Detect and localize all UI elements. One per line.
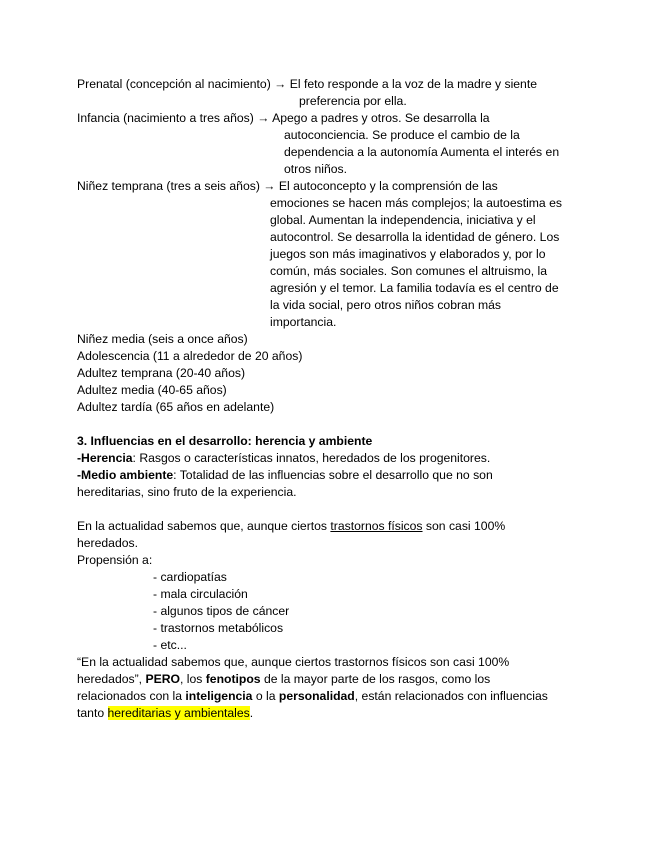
stage-desc: importancia. [270, 315, 337, 329]
text-run: , los [179, 672, 206, 686]
stage-adultez-media: Adultez media (40-65 años) [77, 383, 227, 397]
definition-text: hereditarias, sino fruto de la experiencia. [77, 485, 297, 499]
highlighted-text: hereditarias y ambientales [107, 706, 250, 720]
quote-line: “En la actualidad sabemos que, aunque ciertos trastornos físicos son casi 100% [77, 655, 510, 669]
stage-desc: autoconciencia. Se produce el cambio de la [284, 128, 520, 142]
quote-line [77, 688, 548, 705]
stage-desc: agresión y el temor. La familia todavía es el centro de [270, 281, 559, 295]
stage-desc: dependencia a la autonomía Aumenta el interés en [284, 145, 560, 159]
stage-label: Infancia (nacimiento a tres años) → [77, 111, 270, 125]
definition-text: : Rasgos o características innatos, heredados de los progenitores. [132, 451, 491, 465]
list-item: - etc... [153, 638, 187, 652]
text-run: heredados”, [77, 672, 146, 686]
text-run: tanto [77, 706, 108, 720]
term: -Herencia [77, 451, 133, 465]
definition-text: : Totalidad de las influencias sobre el desarrollo que no son [173, 468, 493, 482]
bold-text: PERO [145, 672, 180, 686]
stage-ninez-media: Niñez media (seis a once años) [77, 332, 248, 346]
list-item: - algunos tipos de cáncer [153, 604, 290, 618]
stage-ninez-temprana-row [77, 178, 498, 195]
bold-text: fenotipos [205, 672, 261, 686]
list-item: - trastornos metabólicos [153, 621, 284, 635]
stage-desc: El feto responde a la voz de la madre y siente [289, 77, 537, 91]
stage-desc: otros niños. [284, 162, 348, 176]
bold-text: inteligencia [185, 689, 253, 703]
stage-desc: emociones se hacen más complejos; la autoestima es [270, 196, 562, 210]
text-run: En la actualidad sabemos que, aunque ciertos [77, 519, 331, 533]
text-run: son casi 100% [422, 519, 506, 533]
paragraph-line: heredados. [77, 536, 138, 550]
stage-desc: preferencia por ella. [299, 94, 407, 108]
stage-desc: juegos son más imaginativos y elaborados y, por lo [270, 247, 546, 261]
quote-line [77, 705, 253, 722]
propension-label: Propensión a: [77, 553, 153, 567]
quote-line [77, 671, 490, 688]
text-run: , están relacionados con influencias [354, 689, 548, 703]
term: -Medio ambiente [77, 468, 174, 482]
text-run: de la mayor parte de los rasgos, como los [260, 672, 491, 686]
stage-adultez-temprana: Adultez temprana (20-40 años) [77, 366, 246, 380]
stage-desc: la vida social, pero otros niños cobran más [270, 298, 502, 312]
stage-adultez-tardia: Adultez tardía (65 años en adelante) [77, 400, 275, 414]
stage-desc: común, más sociales. Son comunes el altruismo, la [270, 264, 548, 278]
definition-herencia [77, 450, 490, 467]
section-heading: 3. Influencias en el desarrollo: herencia y ambiente [77, 434, 373, 448]
stage-desc: autocontrol. Se desarrolla la identidad de género. Los [270, 230, 560, 244]
stage-prenatal-row [77, 76, 537, 93]
stage-desc: global. Aumentan la independencia, iniciativa y el [270, 213, 536, 227]
text-run: o la [252, 689, 279, 703]
underlined-text: trastornos físicos [330, 519, 423, 533]
definition-medio-ambiente [77, 467, 493, 484]
stage-infancia-row [77, 110, 490, 127]
bold-text: personalidad [278, 689, 355, 703]
paragraph-line [77, 518, 505, 535]
stage-desc: El autoconcepto y la comprensión de las [278, 179, 498, 193]
text-run: . [249, 706, 254, 720]
list-item: - cardiopatías [153, 570, 227, 584]
stage-desc: Apego a padres y otros. Se desarrolla la [272, 111, 490, 125]
stage-label: Prenatal (concepción al nacimiento) → [77, 77, 287, 91]
stage-adolescencia: Adolescencia (11 a alrededor de 20 años) [77, 349, 303, 363]
list-item: - mala circulación [153, 587, 248, 601]
text-run: relacionados con la [77, 689, 186, 703]
stage-label: Niñez temprana (tres a seis años) → [77, 179, 276, 193]
